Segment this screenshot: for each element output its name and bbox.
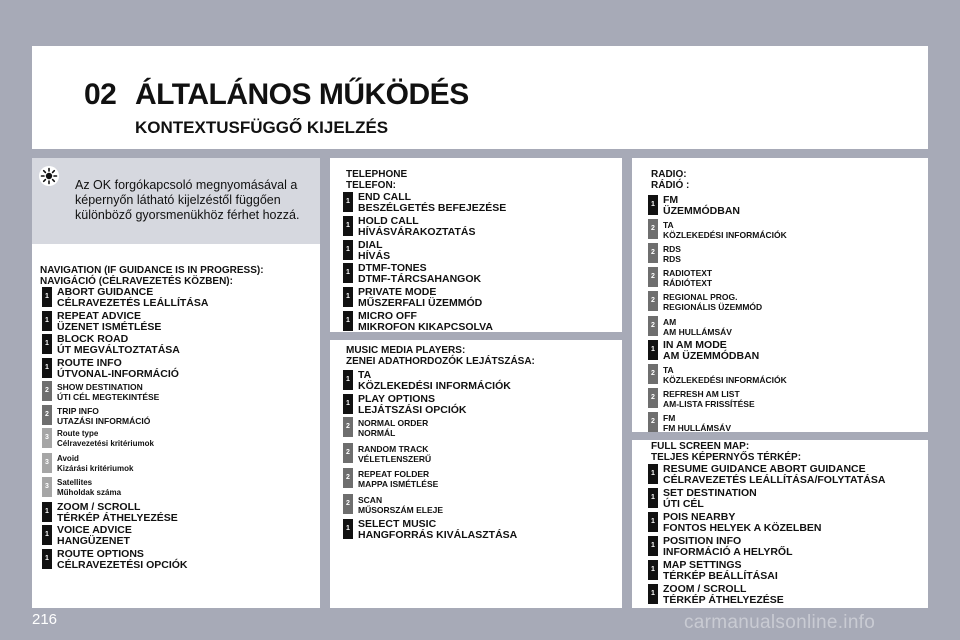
menu-item-label	[358, 370, 511, 392]
menu-item-label	[358, 240, 390, 262]
menu-item-hu: MAPPA ISMÉTLÉSE	[358, 479, 439, 489]
page-subtitle: KONTEXTUSFÜGGŐ KIJELZÉS	[135, 118, 389, 137]
menu-item-en: ABORT GUIDANCE	[57, 286, 154, 298]
menu-item-en: SHOW DESTINATION	[57, 382, 143, 392]
menu-item-label	[663, 365, 787, 385]
menu-item-hu: HÍVÁS	[358, 249, 391, 262]
menu-item-en: REFRESH AM LIST	[663, 388, 740, 399]
menu-item-label	[57, 478, 121, 498]
menu-item-hu: RDS	[663, 253, 681, 264]
level-badge: 1	[343, 519, 353, 539]
menu-item-hu: KÖZLEKEDÉSI INFORMÁCIÓK	[663, 374, 787, 385]
menu-item-en: VOICE ADVICE	[57, 524, 132, 536]
menu-item-en: DTMF-TONES	[358, 262, 427, 275]
menu-item-en: TRIP INFO	[57, 405, 99, 416]
menu-item-hu: HANGÜZENET	[57, 535, 130, 547]
menu-item-label	[57, 525, 132, 547]
menu-item-en: NORMAL ORDER	[358, 418, 429, 428]
level-badge: 1	[42, 287, 52, 307]
music-heading	[346, 345, 535, 367]
menu-item-en: Avoid	[57, 453, 79, 463]
menu-item-en: IN AM MODE	[663, 339, 727, 351]
level-badge: 1	[648, 488, 658, 508]
level-badge: 1	[648, 195, 658, 215]
level-badge: 2	[648, 412, 658, 432]
level-badge: 1	[343, 240, 353, 260]
menu-item-label	[358, 469, 438, 489]
level-badge: 1	[343, 192, 353, 212]
level-badge: 2	[648, 291, 658, 311]
level-badge: 1	[343, 311, 353, 331]
level-badge: 1	[42, 311, 52, 331]
menu-item-en: ZOOM / SCROLL	[663, 583, 747, 595]
menu-item-label	[663, 244, 681, 264]
menu-item-label	[663, 268, 712, 288]
level-badge: 2	[648, 243, 658, 263]
menu-item-en: RANDOM TRACK	[358, 443, 429, 454]
menu-item-hu: AM HULLÁMSÁV	[663, 326, 732, 337]
menu-item-label	[57, 358, 179, 380]
level-badge: 1	[343, 287, 353, 307]
level-badge: 1	[343, 216, 353, 236]
menu-item-en: Route type	[57, 429, 99, 438]
heading-en: FULL SCREEN MAP:	[651, 441, 750, 452]
menu-item-en: MICRO OFF	[358, 310, 417, 322]
level-badge: 1	[42, 549, 52, 569]
menu-item-label	[57, 406, 150, 426]
menu-item-label	[358, 519, 517, 541]
menu-item-en: SET DESTINATION	[663, 487, 757, 499]
menu-item-label	[663, 195, 740, 217]
menu-item-hu: ÚT MEGVÁLTOZTATÁSA	[57, 344, 180, 356]
level-badge: 2	[648, 267, 658, 287]
menu-item-hu: MIKROFON KIKAPCSOLVA	[358, 321, 493, 333]
heading-en: TELEPHONE	[346, 169, 408, 180]
menu-item-en: TA	[358, 369, 372, 381]
menu-item-en: REPEAT ADVICE	[57, 309, 142, 322]
menu-item-hu: ÚTI CÉL	[663, 498, 704, 510]
menu-item-label	[57, 502, 178, 524]
level-badge: 1	[648, 340, 658, 360]
menu-item-label	[358, 311, 493, 333]
menu-item-hu: ÜZEMMÓDBAN	[663, 205, 740, 217]
menu-item-en: ROUTE INFO	[57, 356, 122, 369]
menu-item-label	[358, 263, 481, 285]
level-badge: 1	[343, 394, 353, 414]
level-badge: 2	[343, 468, 353, 488]
menu-item-hu: REGIONÁLIS ÜZEMMÓD	[663, 302, 763, 313]
menu-item-hu: KÖZLEKEDÉSI INFORMÁCIÓK	[358, 380, 511, 392]
menu-item-hu: ÚTI CÉL MEGTEKINTÉSE	[57, 392, 160, 402]
menu-item-label	[57, 429, 154, 449]
level-badge: 1	[648, 560, 658, 580]
menu-item-en: TA	[663, 219, 674, 230]
menu-item-hu: CÉLRAVEZETÉS LEÁLLÍTÁSA	[57, 297, 209, 309]
menu-item-en: REPEAT FOLDER	[358, 469, 430, 479]
menu-item-label	[358, 495, 443, 515]
menu-item-label	[358, 287, 482, 309]
menu-item-hu: VÉLETLENSZERŰ	[358, 453, 432, 464]
menu-item-en: HOLD CALL	[358, 214, 419, 227]
heading-hu: TELJES KÉPERNYŐS TÉRKÉP:	[651, 452, 802, 463]
heading-en: MUSIC MEDIA PLAYERS:	[346, 345, 466, 356]
menu-item-en: END CALL	[358, 191, 412, 203]
menu-item-label	[663, 220, 787, 240]
menu-item-hu: CÉLRAVEZETÉS LEÁLLÍTÁSA/FOLYTATÁSA	[663, 474, 886, 486]
menu-item-en: FM	[663, 413, 676, 424]
menu-item-label	[663, 317, 732, 337]
menu-item-en: SELECT MUSIC	[358, 518, 437, 530]
level-badge: 2	[42, 381, 52, 401]
level-badge: 1	[648, 536, 658, 556]
menu-item-hu: AM ÜZEMMÓDBAN	[663, 350, 760, 362]
menu-item-label	[358, 418, 428, 438]
menu-item-en: TA	[663, 364, 674, 375]
menu-item-en: ZOOM / SCROLL	[57, 500, 141, 513]
menu-item-en: Satellites	[57, 478, 93, 487]
menu-item-en: ROUTE OPTIONS	[57, 547, 144, 560]
menu-item-hu: AM-LISTA FRISSÍTÉSE	[663, 398, 755, 409]
heading-hu: ZENEI ADATHORDOZÓK LEJÁTSZÁSA:	[346, 356, 535, 367]
menu-item-hu: NORMÁL	[358, 428, 396, 438]
menu-item-hu: TÉRKÉP ÁTHELYEZÉSE	[57, 511, 178, 524]
chapter-number: 02	[84, 78, 117, 111]
level-badge: 1	[42, 358, 52, 378]
watermark: carmanualsonline.info	[684, 612, 876, 633]
menu-item-label	[358, 444, 431, 464]
heading-hu: NAVIGÁCIÓ (CÉLRAVEZETÉS KÖZBEN):	[40, 276, 233, 287]
level-badge: 2	[648, 364, 658, 384]
menu-item-label	[57, 311, 161, 333]
level-badge: 2	[648, 316, 658, 336]
menu-item-hu: INFORMÁCIÓ A HELYRŐL	[663, 546, 793, 558]
menu-item-hu: Műholdak száma	[57, 488, 122, 497]
menu-item-en: MAP SETTINGS	[663, 559, 742, 571]
page-title: ÁLTALÁNOS MŰKÖDÉS	[135, 78, 469, 111]
menu-item-hu: UTAZÁSI INFORMÁCIÓ	[57, 415, 151, 426]
menu-item-hu: FONTOS HELYEK A KÖZELBEN	[663, 522, 822, 534]
level-badge: 3	[42, 428, 52, 448]
menu-item-label	[358, 192, 506, 214]
menu-item-en: PLAY OPTIONS	[358, 392, 436, 405]
menu-item-label	[663, 464, 885, 486]
level-badge: 3	[42, 477, 52, 497]
menu-item-hu: RÁDIÓTEXT	[663, 278, 713, 289]
menu-item-en: POIS NEARBY	[663, 511, 736, 523]
page-number: 216	[32, 611, 58, 628]
menu-item-label	[663, 340, 759, 362]
menu-item-label	[663, 488, 757, 510]
menu-item-en: AM	[663, 316, 677, 327]
menu-item-hu: KÖZLEKEDÉSI INFORMÁCIÓK	[663, 229, 787, 240]
level-badge: 1	[648, 464, 658, 484]
level-badge: 2	[343, 417, 353, 437]
menu-item-en: RDS	[663, 243, 681, 254]
heading-hu: TELEFON:	[346, 180, 396, 191]
level-badge: 1	[343, 370, 353, 390]
menu-item-label	[663, 536, 793, 558]
menu-item-label	[57, 287, 208, 309]
menu-item-en: REGIONAL PROG.	[663, 292, 738, 303]
menu-item-hu: Kizárási kritériumok	[57, 463, 134, 473]
fullscreen-heading	[651, 441, 801, 463]
level-badge: 1	[648, 584, 658, 604]
telephone-heading	[346, 169, 407, 191]
menu-item-hu: ÚTVONAL-INFORMÁCIÓ	[57, 367, 179, 380]
menu-item-hu: ÜZENET ISMÉTLÉSE	[57, 320, 162, 333]
menu-item-label	[358, 216, 475, 238]
menu-item-hu: HÍVÁSVÁRAKOZTATÁS	[358, 225, 476, 238]
heading-hu: RÁDIÓ :	[651, 180, 690, 191]
level-badge: 1	[42, 334, 52, 354]
menu-item-hu: LEJÁTSZÁSI OPCIÓK	[358, 403, 467, 416]
menu-item-hu: FM HULLÁMSÁV	[663, 423, 731, 434]
menu-item-hu: TÉRKÉP ÁTHELYEZÉSE	[663, 594, 784, 606]
menu-item-en: POSITION INFO	[663, 535, 742, 547]
menu-item-label	[57, 334, 180, 356]
tip-text: Az OK forgókapcsoló megnyomásával a képernyőn látható kijelzéstől függően különböző gyorsmenükhöz férhet hozzá.	[75, 178, 300, 222]
level-badge: 1	[648, 512, 658, 532]
menu-item-hu: MŰSORSZÁM ELEJE	[358, 504, 444, 515]
menu-item-label	[663, 560, 778, 582]
menu-item-label	[57, 382, 159, 402]
level-badge: 2	[648, 219, 658, 239]
menu-item-en: FM	[663, 194, 679, 206]
menu-item-hu: TÉRKÉP BEÁLLÍTÁSAI	[663, 570, 778, 582]
menu-item-en: PRIVATE MODE	[358, 286, 437, 299]
radio-heading	[651, 169, 689, 191]
menu-item-label	[663, 512, 822, 534]
level-badge: 2	[343, 443, 353, 463]
level-badge: 2	[648, 388, 658, 408]
menu-item-en: SCAN	[358, 494, 383, 505]
menu-item-label	[57, 549, 188, 571]
menu-item-en: BLOCK ROAD	[57, 333, 129, 345]
menu-item-hu: MŰSZERFALI ÜZEMMÓD	[358, 297, 483, 310]
menu-item-label	[358, 394, 467, 416]
heading-en: RADIO:	[651, 169, 687, 180]
menu-item-hu: HANGFORRÁS KIVÁLASZTÁSA	[358, 529, 518, 541]
level-badge: 2	[343, 494, 353, 514]
level-badge: 1	[343, 263, 353, 283]
level-badge: 1	[42, 525, 52, 545]
menu-item-hu: CÉLRAVEZETÉSI OPCIÓK	[57, 558, 188, 571]
level-badge: 2	[42, 405, 52, 425]
menu-item-hu: BESZÉLGETÉS BEFEJEZÉSE	[358, 202, 507, 214]
menu-item-en: RESUME GUIDANCE ABORT GUIDANCE	[663, 463, 866, 475]
menu-item-en: RADIOTEXT	[663, 268, 713, 279]
menu-item-hu: DTMF-TÁRCSAHANGOK	[358, 273, 482, 286]
menu-item-label	[663, 389, 755, 409]
sun-icon	[39, 166, 59, 186]
menu-item-label	[57, 454, 133, 474]
level-badge: 1	[42, 502, 52, 522]
menu-item-label	[663, 584, 784, 606]
menu-item-label	[663, 292, 762, 312]
menu-item-label	[663, 413, 731, 433]
heading-en: NAVIGATION (IF GUIDANCE IS IN PROGRESS):	[40, 265, 264, 276]
navigation-heading	[40, 265, 264, 287]
menu-item-hu: Célravezetési kritériumok	[57, 439, 154, 448]
menu-item-en: DIAL	[358, 238, 383, 251]
level-badge: 3	[42, 453, 52, 473]
